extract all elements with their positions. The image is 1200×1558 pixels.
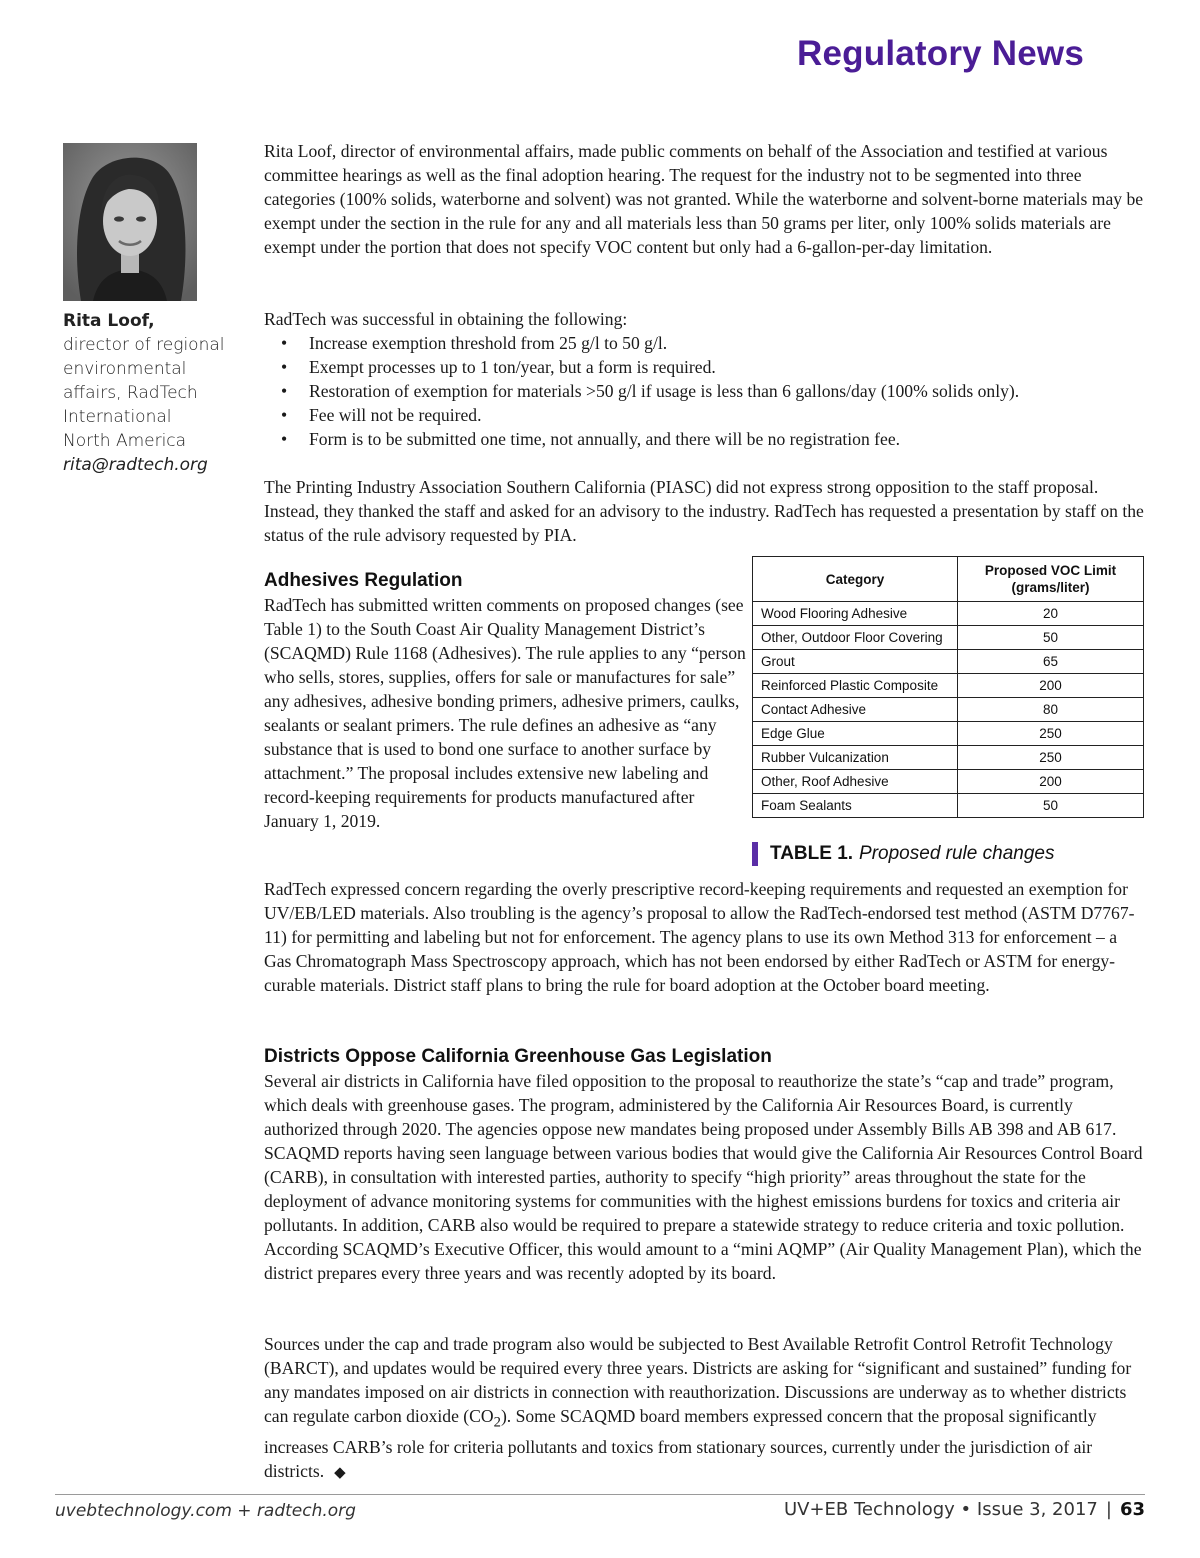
author-title-line: North America — [63, 431, 187, 451]
districts-heading: Districts Oppose California Greenhouse Gas Legislation — [264, 1046, 772, 1067]
table-row — [753, 794, 1144, 818]
table-row — [753, 746, 1144, 770]
voc-value-cell: 50 — [958, 626, 1144, 650]
footer-publication — [784, 1499, 1145, 1520]
table-row — [753, 722, 1144, 746]
sources-paragraph — [264, 1332, 1144, 1485]
list-item: • Restoration of exemption for materials >50 g/l if usage is less than 6 gallons/day (100% solids only). — [264, 379, 1144, 403]
table-row — [753, 698, 1144, 722]
caption-text: Proposed rule changes — [859, 843, 1055, 864]
category-cell: Wood Flooring Adhesive — [753, 602, 958, 626]
voc-limit-table — [752, 556, 1144, 818]
footer-websites[interactable]: uvebtechnology.com + radtech.org — [55, 1501, 356, 1521]
author-photo — [63, 143, 197, 301]
footer-separator: | — [1105, 1499, 1112, 1520]
sources-text-b: ). Some SCAQMD board members expressed concern that the proposal significantly increases CARB’s role for criteria pollutants and toxics from stationary sources, currently under the jurisdiction of air districts. — [264, 1406, 1097, 1481]
category-cell: Grout — [753, 650, 958, 674]
category-cell: Edge Glue — [753, 722, 958, 746]
results-intro: RadTech was successful in obtaining the following: — [264, 309, 628, 329]
voc-value-cell: 65 — [958, 650, 1144, 674]
end-diamond-icon: ◆ — [334, 1464, 346, 1481]
piasc-paragraph: The Printing Industry Association Southern California (PIASC) did not express strong opposition to the staff proposal. Instead, they thanked the staff and asked for an advisory to the industry. RadTech has requested a presentation by staff on the status of the rule advisory requested by PIA. — [264, 477, 1144, 545]
sources-text-a: Sources under the cap and trade program also would be subjected to Best Available Retrofit Control Retrofit Technology (BARCT), and updates would be required every three years. Districts are asking for “significant and sustained” funding for any mandates imposed on air districts in connection with reauthorization. Discussions are underway as to whether districts can regulate carbon dioxide (CO — [264, 1334, 1132, 1426]
table-row — [753, 770, 1144, 794]
footer-issue: UV+EB Technology • Issue 3, 2017 — [783, 1499, 1098, 1520]
footer-divider — [55, 1494, 1145, 1495]
table-caption — [752, 842, 1054, 866]
category-cell: Contact Adhesive — [753, 698, 958, 722]
list-item: • Increase exemption threshold from 25 g/l to 50 g/l. — [264, 331, 1144, 355]
author-title-line: International — [63, 407, 172, 427]
list-item: • Exempt processes up to 1 ton/year, but a form is required. — [264, 355, 1144, 379]
author-title-line: director of regional — [63, 335, 225, 355]
author-title-line: environmental — [63, 359, 187, 379]
intro-paragraph: Rita Loof, director of environmental affairs, made public comments on behalf of the Association and testified at various committee hearings as well as the final adoption hearing. The request for the industry not to be segmented into three categories (100% solids, waterborne and solvent) was not granted. While the waterborne and solvent-borne materials may be exempt under the section in the rule for any and all materials less than 50 grams per liter, only 100% solids materials are exempt under the portion that does not specify VOC content but only had a 6-gallon-per-day limitation. — [264, 141, 1144, 257]
category-cell: Other, Roof Adhesive — [753, 770, 958, 794]
author-sidebar — [63, 309, 243, 477]
author-name: Rita Loof, — [63, 311, 155, 331]
table-row — [753, 650, 1144, 674]
list-item: • Fee will not be required. — [264, 403, 1144, 427]
category-cell: Rubber Vulcanization — [753, 746, 958, 770]
results-list — [264, 331, 1144, 451]
category-cell: Other, Outdoor Floor Covering — [753, 626, 958, 650]
column-header-category: Category — [753, 557, 958, 602]
section-title: Regulatory News — [797, 34, 1084, 73]
page-number: 63 — [1119, 1499, 1145, 1520]
adhesives-heading: Adhesives Regulation — [264, 570, 463, 591]
list-item: • Form is to be submitted one time, not annually, and there will be no registration fee. — [264, 427, 1144, 451]
voc-table-wrapper — [752, 556, 1144, 818]
results-section — [264, 307, 1144, 451]
caption-label: TABLE 1. — [770, 843, 854, 864]
voc-value-cell: 200 — [958, 770, 1144, 794]
voc-value-cell: 250 — [958, 722, 1144, 746]
adhesives-paragraph: RadTech has submitted written comments on proposed changes (see Table 1) to the South Coast Air Quality Management District’s (SCAQMD) Rule 1168 (Adhesives). The rule applies to any “person who sells, stores, supplies, offers for sale or manufactures for sale” any adhesives, adhesive bonding primers, adhesive primers, caulks, sealants or sealant primers. The rule defines an adhesive as “any substance that is used to bond one surface to another surface by attachment.” The proposal includes extensive new labeling and record-keeping requirements for products manufactured after January 1, 2019. — [264, 595, 746, 831]
voc-value-cell: 20 — [958, 602, 1144, 626]
co2-subscript: 2 — [493, 1414, 501, 1431]
voc-value-cell: 80 — [958, 698, 1144, 722]
table-row — [753, 602, 1144, 626]
voc-value-cell: 250 — [958, 746, 1144, 770]
category-cell: Foam Sealants — [753, 794, 958, 818]
voc-value-cell: 200 — [958, 674, 1144, 698]
table-header-row — [753, 557, 1144, 602]
voc-value-cell: 50 — [958, 794, 1144, 818]
table-row — [753, 626, 1144, 650]
author-email[interactable]: rita@radtech.org — [63, 455, 208, 475]
districts-paragraph: Several air districts in California have filed opposition to the proposal to reauthorize the state’s “cap and trade” program, which deals with greenhouse gases. The program, administered by the California Air Resources Board, is currently authorized through 2020. The agencies oppose new mandates being proposed under Assembly Bills AB 398 and AB 617. SCAQMD reports having seen language between various bodies that would give the California Air Resources Control Board (CARB), in consultation with interested parties, authority to specify “high priority” areas throughout the state for the deployment of advance monitoring systems for communities with the highest emissions burdens for toxics and criteria air pollutants. In addition, CARB also would be required to prepare a statewide strategy to reduce criteria and toxic pollution. According SCAQMD’s Executive Officer, this would amount to a “mini AQMP” (Air Quality Management Plan), which the district prepares every three years and was recently adopted by its board. — [264, 1071, 1143, 1283]
category-cell: Reinforced Plastic Composite — [753, 674, 958, 698]
column-header-voc-limit: Proposed VOC Limit (grams/liter) — [958, 557, 1144, 602]
caption-accent-bar — [752, 842, 758, 866]
table-row — [753, 674, 1144, 698]
concern-paragraph: RadTech expressed concern regarding the overly prescriptive record-keeping requirements and requested an exemption for UV/EB/LED materials. Also troubling is the agency’s proposal to allow the RadTech-endorsed test method (ASTM D7767-11) for permitting and labeling but not for enforcement. The agency plans to use its own Method 313 for enforcement – a Gas Chromatograph Mass Spectroscopy approach, which has not been endorsed by either RadTech or ASTM for energy-curable materials. District staff plans to bring the rule for board adoption at the October board meeting. — [264, 879, 1135, 995]
author-title-line: affairs, RadTech — [63, 383, 198, 403]
